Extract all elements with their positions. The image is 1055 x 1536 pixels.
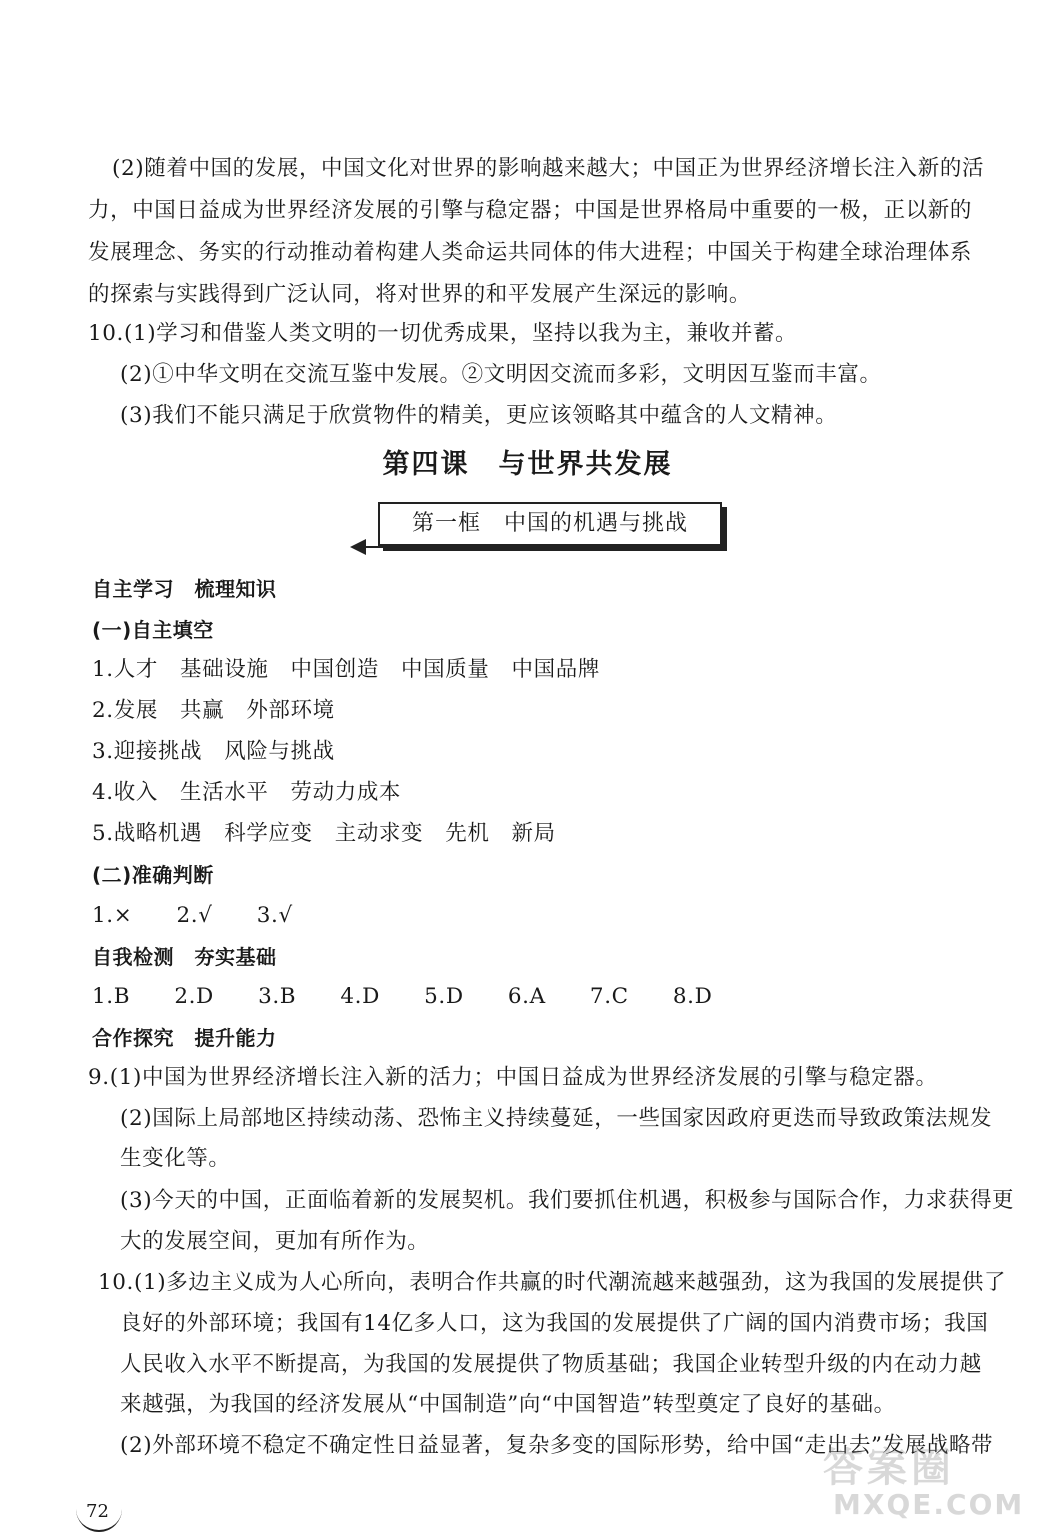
answer-line: 10.(1)学习和借鉴人类文明的一切优秀成果，坚持以我为主，兼收并蓄。: [88, 321, 798, 346]
lesson-title: 第四课 与世界共发展: [382, 449, 673, 480]
frame-title-box: 第一框 中国的机遇与挑战: [378, 502, 722, 546]
choice-answers: 1.B 2.D 3.B 4.D 5.D 6.A 7.C 8.D: [92, 984, 713, 1009]
answer-line: (3)我们不能只满足于欣赏物件的精美，更应该领略其中蕴含的人文精神。: [120, 403, 838, 428]
fill-item: 5.战略机遇 科学应变 主动求变 先机 新局: [92, 821, 556, 846]
answer-line: 发展理念、务实的行动推动着构建人类命运共同体的伟大进程；中国关于构建全球治理体系: [88, 240, 973, 265]
answer-line: (2)国际上局部地区持续动荡、恐怖主义持续蔓延，一些国家因政府更迭而导致政策法规发: [120, 1106, 993, 1131]
answer-line: 的探索与实践得到广泛认同，将对世界的和平发展产生深远的影响。: [88, 282, 752, 307]
frame-arrow-line: [362, 546, 722, 548]
answer-line: 生变化等。: [120, 1146, 231, 1171]
answer-line: 9.(1)中国为世界经济增长注入新的活力；中国日益成为世界经济发展的引擎与稳定器。: [88, 1065, 938, 1090]
page-number: 72: [86, 1501, 109, 1522]
answer-line: (3)今天的中国，正面临着新的发展契机。我们要抓住机遇，积极参与国际合作，力求获得更: [120, 1188, 1015, 1213]
answer-line: 来越强，为我国的经济发展从“中国制造”向“中国智造”转型奠定了良好的基础。: [120, 1392, 896, 1417]
answer-line: (2)外部环境不稳定不确定性日益显著，复杂多变的国际形势，给中国“走出去”发展战略带: [120, 1433, 994, 1458]
answer-line: 10.(1)多边主义成为人心所向，表明合作共赢的时代潮流越来越强劲，这为我国的发展提供了: [98, 1270, 1007, 1295]
answer-line: (2)随着中国的发展，中国文化对世界的影响越来越大；中国正为世界经济增长注入新的活: [112, 156, 985, 181]
fill-item: 4.收入 生活水平 劳动力成本: [92, 780, 402, 805]
answer-line: (2)①中华文明在交流互鉴中发展。②文明因交流而多彩，文明因互鉴而丰富。: [120, 362, 882, 387]
answer-line: 人民收入水平不断提高，为我国的发展提供了物质基础；我国企业转型升级的内在动力越: [120, 1352, 982, 1377]
watermark-url: MXQE.COM: [833, 1488, 1025, 1521]
judge-answers: 1.× 2.√ 3.√: [92, 903, 293, 928]
subheading-fill-blank: (一)自主填空: [92, 618, 214, 642]
subheading-judgment: (二)准确判断: [92, 863, 214, 887]
frame-arrow-head: [350, 539, 366, 555]
section-heading-cooperation: 合作探究 提升能力: [92, 1026, 277, 1050]
answer-line: 力，中国日益成为世界经济发展的引擎与稳定器；中国是世界格局中重要的一极，正以新的: [88, 198, 973, 223]
answer-line: 良好的外部环境；我国有14亿多人口，这为我国的发展提供了广阔的国内消费市场；我国: [120, 1311, 989, 1336]
fill-item: 3.迎接挑战 风险与挑战: [92, 739, 335, 764]
answer-line: 大的发展空间，更加有所作为。: [120, 1229, 430, 1254]
section-heading-self-check: 自我检测 夯实基础: [92, 945, 277, 969]
fill-item: 2.发展 共赢 外部环境: [92, 698, 335, 723]
section-heading-self-study: 自主学习 梳理知识: [92, 577, 277, 601]
page-number-curve: [76, 1508, 122, 1532]
fill-item: 1.人才 基础设施 中国创造 中国质量 中国品牌: [92, 657, 600, 682]
watermark-logo-text: 答案圈: [823, 1445, 955, 1491]
watermark: [823, 1436, 1043, 1526]
